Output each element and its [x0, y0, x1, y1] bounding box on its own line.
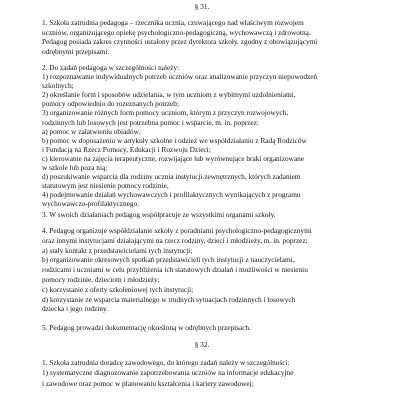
text-line: Pedagog posiada zakres czynności ustalony przez dyrektora szkoły, zgodny z obowiązującymi [42, 37, 318, 47]
text-line: szkolnych; [42, 81, 74, 91]
text-line: 1) systematyczne diagnozowanie zapotrzebowania uczniów na informacje edukacyjne [42, 368, 294, 378]
section-31-point-3 [42, 210, 362, 220]
section-32-point-1 [42, 358, 362, 389]
text-line: pomocy rodzinie, dzieciom i młodzieży; [42, 274, 160, 284]
text-line: b) pomoc w doposażeniu w artykuły szkolne i odzież we współdziałaniu z Radą Rodziców [42, 135, 307, 145]
text-line: a) pomoc w załatwieniu obiadów; [42, 126, 141, 136]
document-page [42, 0, 362, 400]
text-line: 3) organizowanie różnych form pomocy uczniom, którym z przyczyn rozwojowych, [42, 108, 289, 118]
section-31-heading: § 31. [194, 2, 210, 11]
text-line: rodzicami i uczniami w celu przybliżenia ich statutowych działań i możliwości w niesieniu [42, 265, 308, 275]
text-line: uczniów, organizującego opiekę psychologiczno-pedagogiczną, wychowawczą i zdrowotną. [42, 27, 311, 37]
section-31-point-4 [42, 226, 362, 314]
text-line: 2) określanie form i sposobów udzielania, w tym uczniom z wybitnymi uzdolnieniami, [42, 90, 296, 100]
text-line: statutowym jest niesienie pomocy rodzinie, [42, 181, 169, 191]
text-line: 3. W swoich działaniach pedagog współpracuje ze wszystkimi organami szkoły. [42, 210, 276, 219]
text-line: 4. Pedagog organizuje współdziałanie szkoły z poradniami psychologiczno-pedagogicznymi [42, 226, 312, 235]
text-line: a) stały kontakt z przedstawicielami tych instytucji; [42, 245, 193, 255]
section-31-point-1 [42, 18, 362, 56]
text-line: 1) rozpoznawanie indywidualnych potrzeb uczniów oraz analizowanie przyczyn niepowodzeń [42, 72, 318, 82]
text-line: c) korzystanie z oferty szkoleniowej tych instytucji; [42, 284, 194, 294]
section-31-point-5 [42, 323, 362, 333]
text-line: d) korzystanie ze wsparcia materialnego w trudnych sytuacjach rodzinnych i losowych [42, 294, 296, 304]
text-line: w szkole lub poza nią; [42, 163, 108, 173]
text-line: rodzinnych lub losowych jest potrzebna pomoc i wsparcie, m. in. poprzez: [42, 117, 260, 127]
text-line: c) kierowanie na zajęcia terapeutyczne, rozwijające lub wyrównujące braki organizowane [42, 153, 305, 163]
text-line: 5. Pedagog prowadzi dokumentację określoną w odrębnych przepisach. [42, 323, 251, 332]
text-line: 1. Szkoła zatrudnia pedagoga – rzecznika ucznia, czuwającego nad właściwym rozwojem [42, 18, 304, 27]
text-line: wychowawczo-profilaktycznego. [42, 199, 140, 209]
section-31-point-2 [42, 63, 362, 209]
text-line: 4) podejmowanie działań wychowawczych i profilaktycznych wynikających z programu [42, 190, 301, 200]
text-line: 2. Do zadań pedagoga w szczególności należy: [42, 63, 180, 72]
text-line: i Fundacją na Rzecz Pomocy, Edukacji i Rozwoju Dzieci; [42, 144, 211, 154]
text-line: i zawodowe oraz pomoc w planowaniu kształcenia i kariery zawodowej; [42, 378, 254, 388]
text-line: 1. Szkoła zatrudnia doradcę zawodowego, do którego zadań należy w szczególności: [42, 358, 290, 367]
text-line: b) organizowanie okresowych spotkań przedstawicieli tych instytucji z nauczycielami, [42, 255, 295, 265]
text-line: oraz innymi instytucjami działającymi na rzecz rodziny, dzieci i młodzieży, m. in. poprzez: [42, 235, 308, 245]
section-32-heading: § 32. [194, 340, 210, 349]
text-line: dziecka i jego rodziny. [42, 304, 108, 314]
text-line: odrębnymi przepisami. [42, 46, 110, 56]
text-line: pomocy odpowiednio do rozeznanych potrzeb; [42, 99, 179, 109]
text-line: d) poszukiwanie wsparcia dla rodziny ucznia instytucji zewnętrznych, których zadaniem [42, 172, 301, 182]
